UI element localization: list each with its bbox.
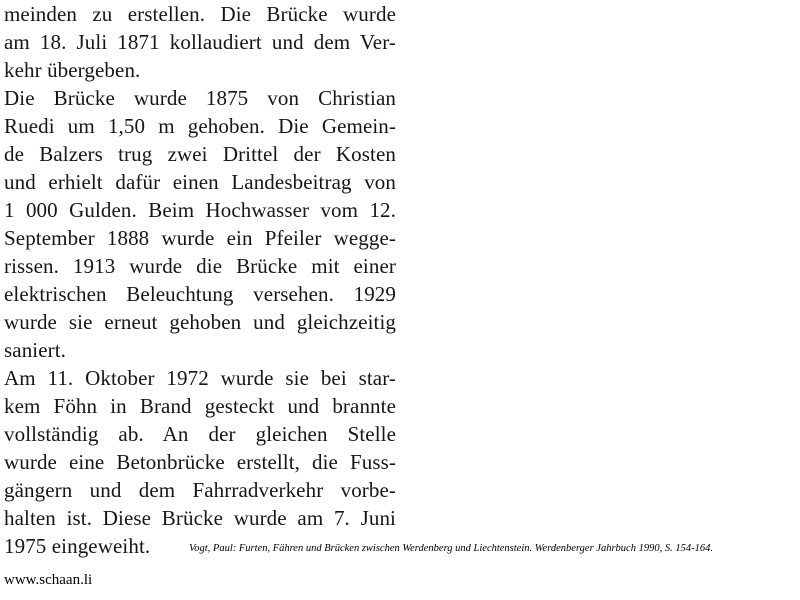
text-line: und erhielt dafür einen Landesbeitrag von — [4, 170, 396, 194]
website-url: www.schaan.li — [4, 572, 93, 588]
text-line: Am 11. Oktober 1972 wurde sie bei star- — [4, 366, 396, 390]
text-line: wurde sie erneut gehoben und gleichzeitig — [4, 310, 396, 334]
text-line: wurde eine Betonbrücke erstellt, die Fuss- — [4, 450, 396, 474]
text-line: rissen. 1913 wurde die Brücke mit einer — [4, 254, 396, 278]
text-line: Die Brücke wurde 1875 von Christian — [4, 86, 396, 110]
text-line: meinden zu erstellen. Die Brücke wurde — [4, 2, 396, 26]
text-line: 1 000 Gulden. Beim Hochwasser vom 12. — [4, 198, 396, 222]
text-line: elektrischen Beleuchtung versehen. 1929 — [4, 282, 396, 306]
text-line: halten ist. Diese Brücke wurde am 7. Juni — [4, 506, 396, 530]
text-line: kehr übergeben. — [4, 58, 141, 82]
text-line: Ruedi um 1,50 m gehoben. Die Gemein- — [4, 114, 396, 138]
text-line: saniert. — [4, 338, 67, 362]
text-line: 1975 eingeweiht. — [4, 534, 151, 558]
text-line: am 18. Juli 1871 kollaudiert und dem Ver- — [4, 30, 396, 54]
text-line: kem Föhn in Brand gesteckt und brannte — [4, 394, 396, 418]
text-line: de Balzers trug zwei Drittel der Kosten — [4, 142, 396, 166]
text-line: gängern und dem Fahrradverkehr vorbe- — [4, 478, 396, 502]
text-line: vollständig ab. An der gleichen Stelle — [4, 422, 396, 446]
source-citation: Vogt, Paul: Furten, Fähren und Brücken zwischen Werdenberg und Liechtenstein. Werdenberger Jahrbuch 1990, S. 154-164. — [189, 543, 713, 554]
text-line: September 1888 wurde ein Pfeiler wegge- — [4, 226, 396, 250]
